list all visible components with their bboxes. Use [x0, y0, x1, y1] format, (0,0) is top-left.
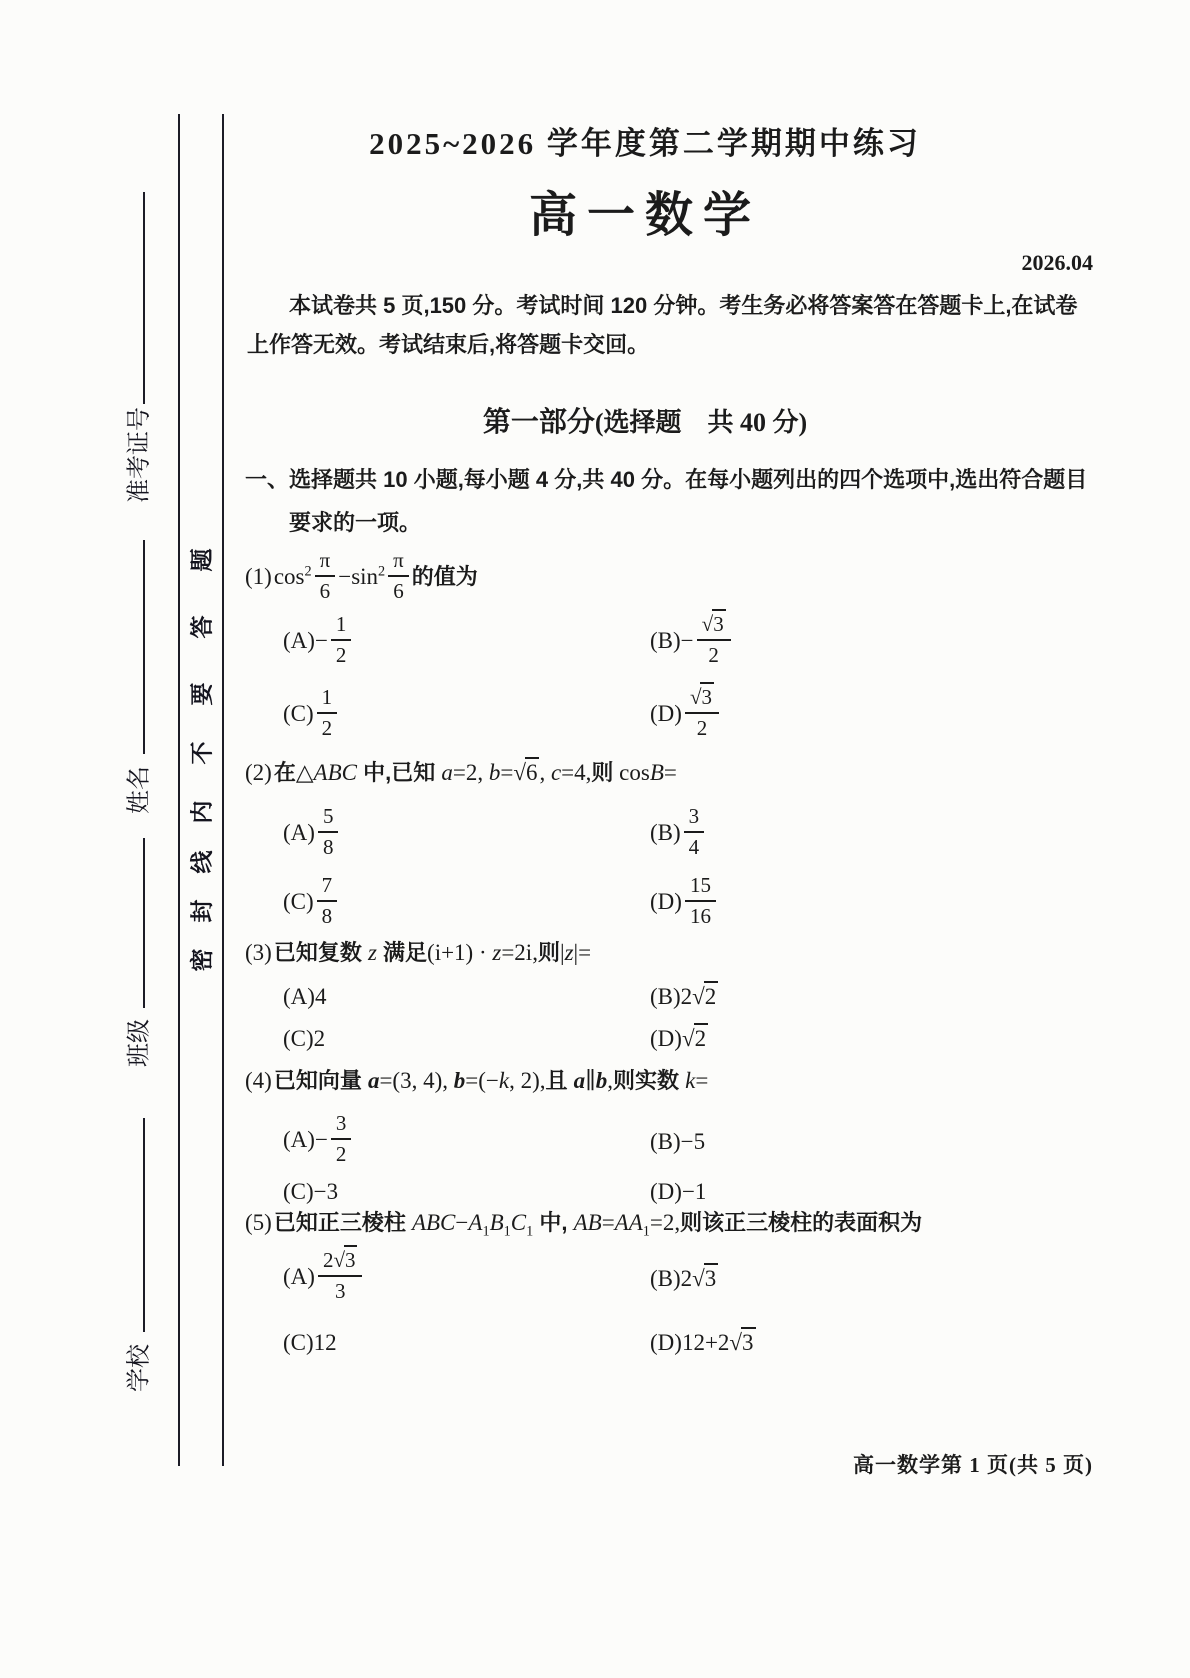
option-label: (D) [650, 889, 682, 915]
question-number: (3) [245, 939, 272, 965]
field-blank-line [143, 192, 145, 404]
option-label: (C) [283, 1178, 314, 1204]
fraction: $\frac{3}{4}$ [684, 804, 705, 860]
option-label: (D) [650, 1329, 682, 1355]
option-row [0, 1248, 1190, 1308]
choice-instruction-line-1: 一、选择题共 10 小题,每小题 4 分,共 40 分。在每小题列出的四个选项中,选出符合题目 [245, 467, 1088, 492]
section-title-bold: 第一部分 [482, 406, 595, 437]
fraction: $\frac{5}{8}$ [318, 804, 339, 860]
page-footer: 高一数学第 1 页(共 5 页) [853, 1453, 1093, 1477]
fraction: $\frac{3}{2}$ [331, 1111, 352, 1167]
option-B: (B)−5 [650, 1128, 706, 1154]
option-label: (B) [650, 820, 681, 846]
fraction: $\frac{√3}{2}$ [685, 685, 719, 741]
option-label: (A) [283, 1127, 315, 1153]
option-A [283, 1248, 365, 1308]
option-D [650, 873, 719, 933]
option-label: (C) [283, 889, 314, 915]
field-label-1: 准考证号 [125, 407, 153, 503]
option-label: (D) [650, 701, 682, 727]
option-D: (D)12+2√3 [650, 1312, 756, 1372]
option-label: (A) [283, 628, 315, 654]
option-C: (C)12 [283, 1329, 337, 1355]
field-label-2: 姓名 [125, 766, 153, 814]
question-number: (2) [245, 759, 272, 785]
question-stem: (4)已知向量 a=(3, 4), b=(−k, 2),且 a∥b,则实数 k= [245, 1067, 709, 1093]
section-title-paren: (选择题 共 40 分) [594, 408, 808, 437]
option-A [283, 804, 341, 864]
seal-text-char: 要 [189, 682, 215, 706]
seal-text-char: 密 [189, 948, 215, 972]
session-title: 2025~2026 学年度第二学期期中练习 [369, 126, 921, 161]
fraction: $\frac{15}{16}$ [685, 873, 716, 929]
option-label: (B) [650, 1128, 681, 1154]
option-B: (B)− $\frac{√3}{2}$ [650, 612, 734, 672]
sqrt-expression: √3 [702, 612, 726, 636]
option-C: (C)−3 [283, 1178, 339, 1204]
option-C [283, 685, 340, 745]
field-label-3: 班级 [125, 1019, 153, 1067]
seal-text-char: 答 [189, 615, 215, 639]
seal-text-char: 封 [189, 899, 215, 923]
exam-date: 2026.04 [1021, 250, 1093, 275]
option-C: (C)2 [283, 1025, 326, 1051]
question-stem: (5)已知正三棱柱 $ABC-A_1B_1C_1$ 中, $AB=AA_1=2$,则该正三棱柱的表面积为 [245, 1209, 923, 1240]
option-label: (C) [283, 1025, 314, 1051]
option-label: (C) [283, 701, 314, 727]
fraction: $\frac{2√3}{3}$ [318, 1248, 363, 1304]
option-label: (C) [283, 1329, 314, 1355]
option-A: (A)4 [283, 983, 327, 1009]
option-row [0, 682, 1190, 745]
option-label: (B) [650, 983, 681, 1009]
seal-text-char: 线 [189, 850, 215, 874]
question-stem: (3)已知复数 z 满足(i+1) · z=2i,则|z|= [245, 939, 592, 965]
sqrt-expression: √3 [729, 1330, 755, 1355]
option-B: (B)2√2 [650, 966, 718, 1026]
seal-text-char: 不 [189, 741, 215, 765]
option-B [650, 804, 707, 864]
sqrt-expression: √2 [692, 984, 718, 1009]
option-row [0, 873, 1190, 933]
option-label: (A) [283, 820, 315, 846]
field-label-4: 学校 [125, 1344, 153, 1392]
question-stem: $(1)\cos^2$ $\frac{\pi}{6}$ $-\sin^2$ $\frac{\pi}{6}$ 的值为 [245, 548, 478, 603]
question-stem: (2)在△ABC 中,已知 a=2, b=√6, c=4,则 cosB= [245, 741, 677, 801]
subject-title: 高一数学 [528, 189, 761, 242]
fraction: $\frac{\pi}{6}$ [315, 548, 336, 604]
fraction: $\frac{7}{8}$ [317, 873, 338, 929]
option-label: (A) [283, 983, 315, 1009]
sqrt-expression: √6 [513, 760, 539, 785]
option-label: (A) [283, 1264, 315, 1290]
question-number: (4) [245, 1067, 272, 1093]
choice-instruction-line-2: 要求的一项。 [289, 510, 422, 535]
seal-text-char: 内 [189, 800, 215, 824]
exam-intro-line-2: 上作答无效。考试结束后,将答题卡交回。 [247, 332, 650, 357]
option-label: (B) [650, 1265, 681, 1291]
option-A: (A)− $\frac{1}{2}$ [283, 612, 354, 672]
option-D: (D)−1 [650, 1178, 707, 1204]
option-label: (D) [650, 1025, 682, 1051]
fraction: $\frac{1}{2}$ [317, 685, 338, 741]
option-row [0, 804, 1190, 864]
sqrt-expression: √3 [692, 1266, 718, 1291]
question-number: (1) [245, 564, 272, 590]
option-D [650, 685, 722, 745]
sqrt-expression: √3 [333, 1248, 357, 1272]
option-label: (D) [650, 1178, 682, 1204]
question-number: (5) [245, 1209, 272, 1235]
sqrt-expression: √2 [682, 1026, 708, 1051]
sqrt-expression: √3 [690, 685, 714, 709]
section-title [200, 400, 1090, 440]
seal-text-char: 题 [189, 548, 215, 572]
option-row [0, 1312, 1190, 1372]
exam-intro-line-1: 本试卷共 5 页,150 分。考试时间 120 分钟。考生务必将答案答在答题卡上,在试卷 [289, 293, 1078, 318]
option-A: (A)− $\frac{3}{2}$ [283, 1111, 354, 1171]
fraction: $\frac{\pi}{6}$ [388, 548, 409, 604]
option-B: (B)2√3 [650, 1248, 718, 1308]
option-label: (B) [650, 628, 681, 654]
fraction: $\frac{1}{2}$ [331, 612, 352, 668]
option-row [0, 612, 1190, 672]
fraction: $\frac{√3}{2}$ [697, 612, 731, 668]
